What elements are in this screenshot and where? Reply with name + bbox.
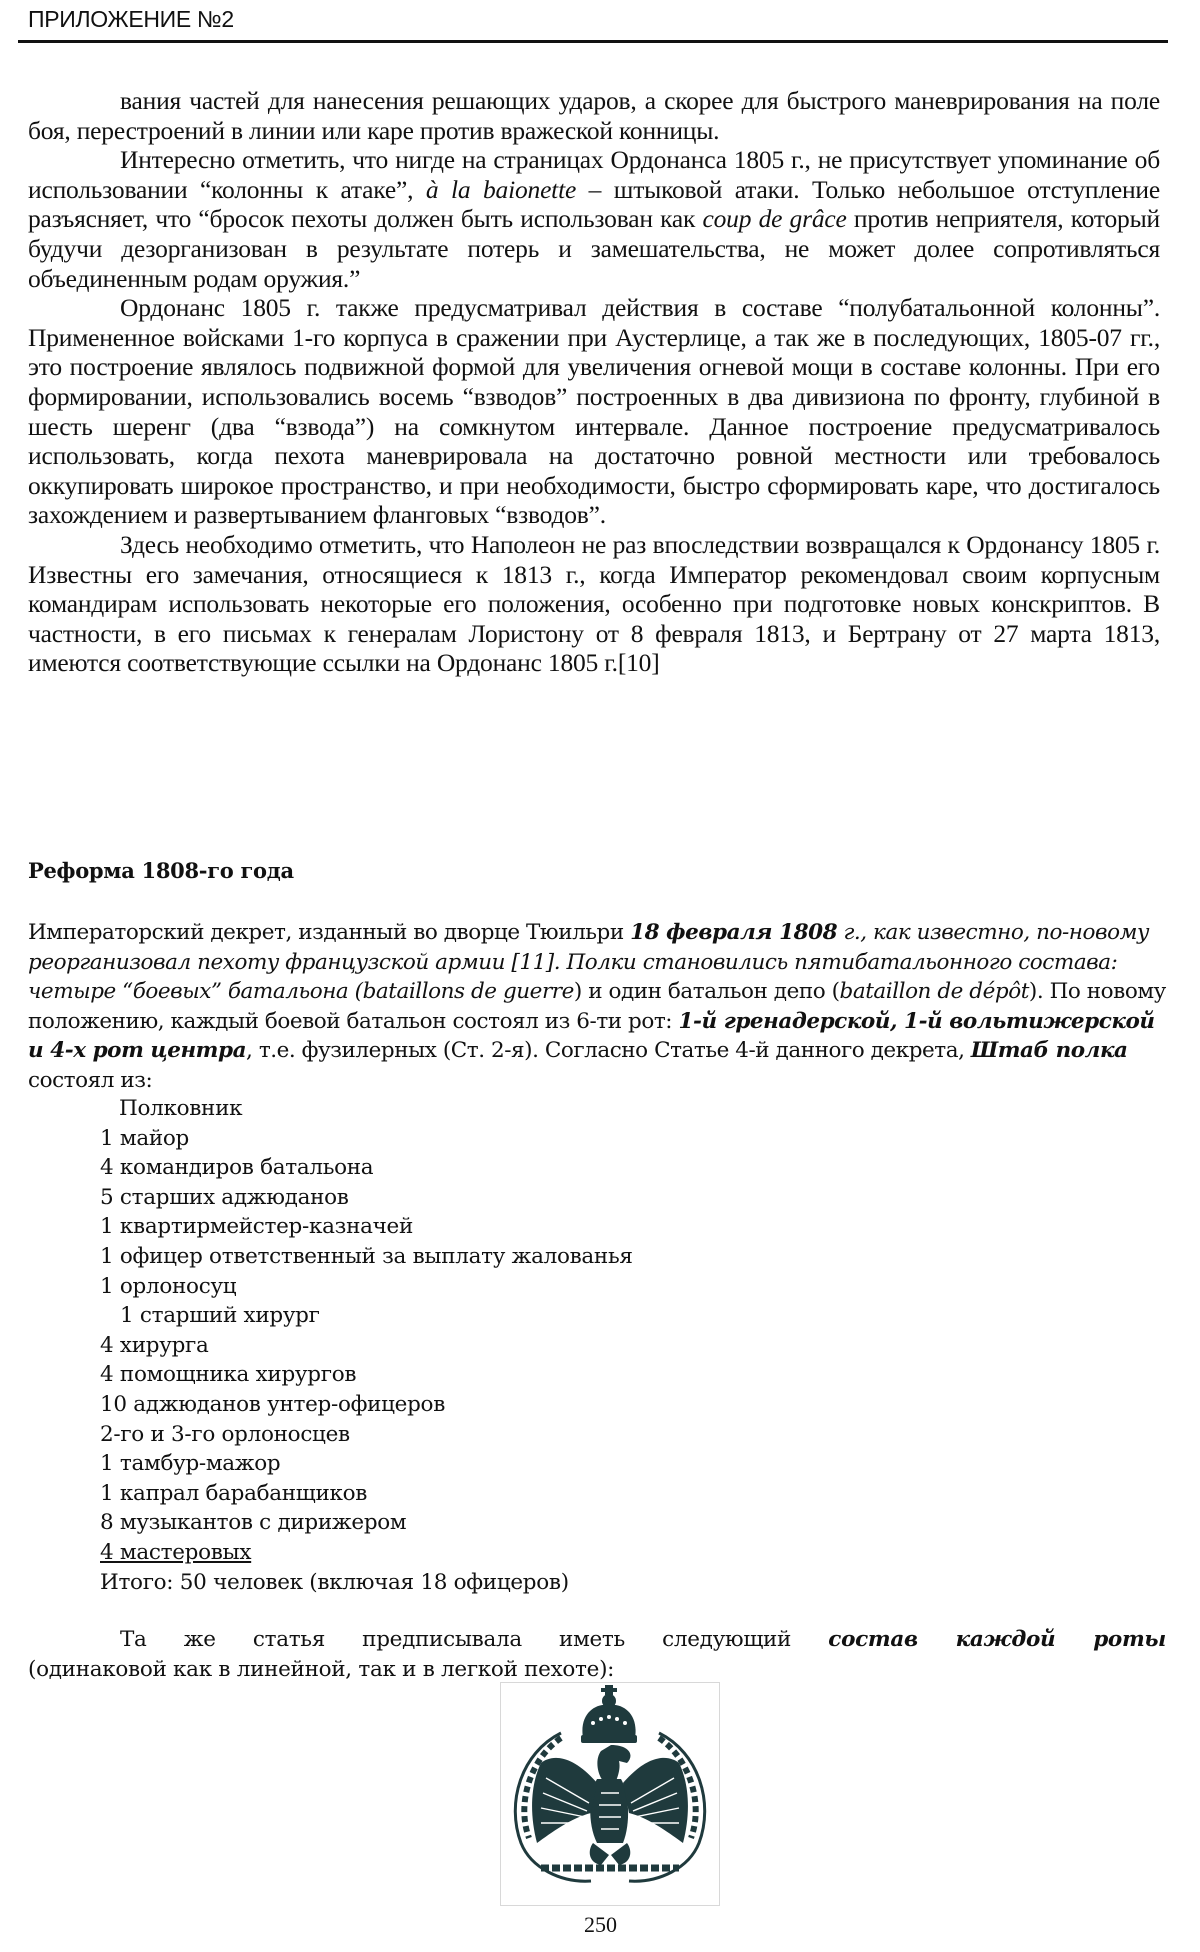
staff-list-item-label: 4 хирурга — [100, 1332, 209, 1358]
running-header: ПРИЛОЖЕНИЕ №2 — [28, 6, 234, 32]
paragraph-continuation: вания частей для нанесения решающих ударов, а скорее для быстрого маневрирования на поле боя, перестроений в линии или каре против вражеской конницы. — [28, 86, 1160, 145]
page-number: 250 — [584, 1912, 617, 1937]
staff-list-item-label: 8 музыкантов с дирижером — [100, 1510, 407, 1536]
text-run: против неприятеля, который будучи дезорганизован в результате потерь и замешательства, не может долее сопротивляться объединенным родам оружия.” — [28, 204, 1160, 293]
paragraph-ordonnance-note — [28, 145, 1160, 293]
staff-list-item-label: 1 квартирмейстер-казначей — [100, 1214, 413, 1240]
staff-list-item-label: 10 аджюданов унтер-офицеров — [100, 1391, 446, 1417]
staff-list-item-label: 4 командиров батальона — [100, 1155, 374, 1181]
eagle-emblem-figure — [500, 1682, 720, 1906]
text-run: состоял из: — [28, 1067, 153, 1093]
italic-term: coup de grâce — [702, 204, 847, 234]
staff-list-item-label: 2-го и 3-го орлоносцев — [100, 1421, 350, 1447]
staff-list-item-label: Полковник — [119, 1096, 243, 1121]
header-rule — [18, 40, 1168, 43]
italic-run: г., как известно, по-новому реорганизовал пехоту французской армии [11]. Полки становились пятибатальонного состава: четыре “боевых” батальона (bataillons de guerre — [28, 920, 1149, 1005]
staff-list-item-label: 1 старший хирург — [120, 1303, 320, 1329]
emphasis-company-composition: состав каждой роты — [828, 1627, 1166, 1652]
staff-list-item-label: 1 офицер ответственный за выплату жалованья — [100, 1243, 633, 1269]
staff-list-item-label: 1 тамбур-мажор — [100, 1451, 281, 1477]
text-run: ). По новому положению, каждый боевой батальон состоял из 6-ти рот: — [28, 979, 1166, 1034]
text-run: Императорский декрет, изданный во дворце Тюильри — [28, 920, 631, 945]
staff-list-item-label: 4 мастеровых — [100, 1539, 252, 1565]
section-title: Реформа 1808-го года — [28, 858, 294, 883]
emphasis-companies: 1-й гренадерской, 1-й вольтижерской и 4-х рот центра — [28, 1008, 1155, 1064]
company-composition-paragraph — [28, 1625, 1166, 1684]
staff-list-item-label: 1 майор — [100, 1125, 189, 1151]
staff-list-item-label: Итого: 50 человек (включая 18 офицеров) — [100, 1569, 569, 1595]
paragraph-napoleon-return: Здесь необходимо отметить, что Наполеон не раз впоследствии возвращался к Ордонансу 1805 г. Известны его замечания, относящиеся к 1813 г., когда Император рекомендовал своим корпусным командирам использовать некоторые его положения, особенно при подготовке новых конскриптов. В частности, в его письмах к генералам Лористону от 8 февраля 1813, и Бертрану от 27 марта 1813, имеются соответствующие ссылки на Ордонанс 1805 г.[10] — [28, 529, 1160, 678]
text-run: Интересно отметить, что нигде на страницах Ордонанса 1805 г., не присутствует упоминание об использовании “колонны к атаке”, — [28, 145, 1160, 204]
company-line-1 — [28, 1625, 1166, 1655]
staff-list-item-label: 1 орлоносуц — [100, 1273, 237, 1299]
staff-list-item-label: 5 старших аджюданов — [100, 1184, 349, 1210]
staff-list-item-label: 4 помощника хирургов — [100, 1362, 357, 1388]
text-run: ) и один батальон депо ( — [573, 979, 840, 1005]
text-run: – штыковой атаки. Только небольшое отступление разъясняет, что “бросок пехоты должен быть использован как — [28, 174, 1160, 234]
staff-list-item-label: 1 капрал барабанщиков — [100, 1480, 368, 1506]
italic-term: bataillon de dépôt — [839, 979, 1029, 1005]
text-run: Та же статья предписывала иметь следующий — [120, 1627, 829, 1652]
emphasis-date: 18 февраля 1808 — [630, 920, 838, 945]
emphasis-regiment-staff: Штаб полка — [970, 1038, 1128, 1064]
reform-intro-paragraph — [28, 918, 1166, 1096]
paragraph-half-battalion-column: Ордонанс 1805 г. также предусматривал действия в составе “полубатальонной колонны”. Примененное войсками 1-го корпуса в сражении при Аустерлице, а так же в последующих, 1805-07 гг., это построение являлось подвижной формой для увеличения огневой мощи в составе колонны. При его формировании, использовались восемь “взводов” построенных в два дивизиона по фронту, глубиной в шесть шеренг (два “взвода”) на сомкнутом интервале. Данное построение предусматривалось использовать, когда пехота маневрировала на достаточно ровной местности или требовалось оккупировать широкое пространство, и при необходимости, быстро сформировать каре, что достигалось захождением и развертыванием фланговых “взводов”. — [28, 293, 1160, 530]
imperial-eagle-emblem-icon — [501, 1683, 719, 1905]
company-line-2: (одинаковой как в линейной, так и в легкой пехоте): — [28, 1656, 615, 1682]
text-run: , т.е. фузилерных (Ст. 2-я). Согласно Статье 4-й данного декрета, — [246, 1038, 971, 1064]
body-text-block — [28, 86, 1160, 678]
italic-term: à la baionette — [425, 174, 577, 204]
